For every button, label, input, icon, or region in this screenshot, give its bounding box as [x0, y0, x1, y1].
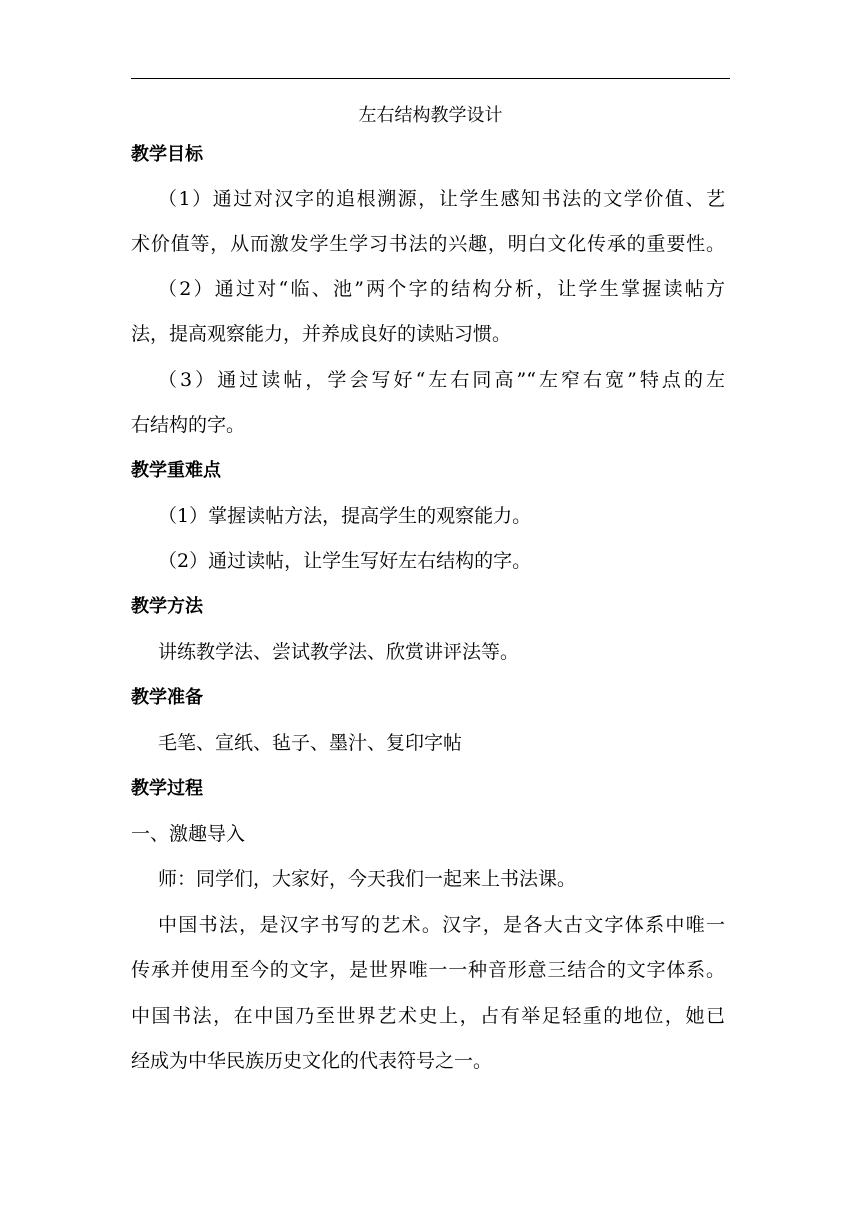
process-paragraph-2-line-3: 中国书法，在中国乃至世界艺术史上，占有举足轻重的地位，她已	[131, 1005, 725, 1027]
objective-1-line-2: 术价值等，从而激发学生学习书法的兴趣，明白文化传承的重要性。	[131, 233, 725, 255]
key-point-2: （2）通过读帖，让学生写好左右结构的字。	[158, 550, 532, 572]
process-paragraph-1: 师：同学们，大家好，今天我们一起来上书法课。	[158, 868, 577, 890]
methods-text: 讲练教学法、尝试教学法、欣赏讲评法等。	[158, 641, 520, 663]
objective-3-line-1: （3）通过读帖，学会写好“左右同高”“左窄右宽”特点的左	[158, 369, 725, 391]
objective-3-line-2: 右结构的字。	[131, 414, 246, 436]
objective-1-line-1: （1）通过对汉字的追根溯源，让学生感知书法的文学价值、艺	[158, 188, 725, 210]
process-paragraph-2-line-4: 经成为中华民族历史文化的代表符号之一。	[131, 1050, 493, 1072]
document-title: 左右结构教学设计	[358, 105, 503, 126]
objective-2-line-2: 法，提高观察能力，并养成良好的读贴习惯。	[131, 323, 512, 345]
objectives-heading: 教学目标	[131, 144, 203, 165]
process-paragraph-2-line-2: 传承并使用至今的文字，是世界唯一一种音形意三结合的文字体系。	[131, 959, 725, 981]
process-heading: 教学过程	[131, 778, 203, 799]
header-rule	[131, 78, 730, 79]
key-points-heading: 教学重难点	[131, 460, 221, 481]
process-section-1-title: 一、激趣导入	[131, 823, 246, 845]
preparation-heading: 教学准备	[131, 687, 203, 708]
key-point-1: （1）掌握读帖方法，提高学生的观察能力。	[158, 505, 532, 527]
preparation-text: 毛笔、宣纸、毡子、墨汁、复印字帖	[158, 732, 463, 754]
process-paragraph-2-line-1: 中国书法，是汉字书写的艺术。汉字，是各大古文字体系中唯一	[158, 914, 725, 936]
methods-heading: 教学方法	[131, 596, 203, 617]
objective-2-line-1: （2）通过对“临、池”两个字的结构分析，让学生掌握读帖方	[158, 278, 725, 300]
